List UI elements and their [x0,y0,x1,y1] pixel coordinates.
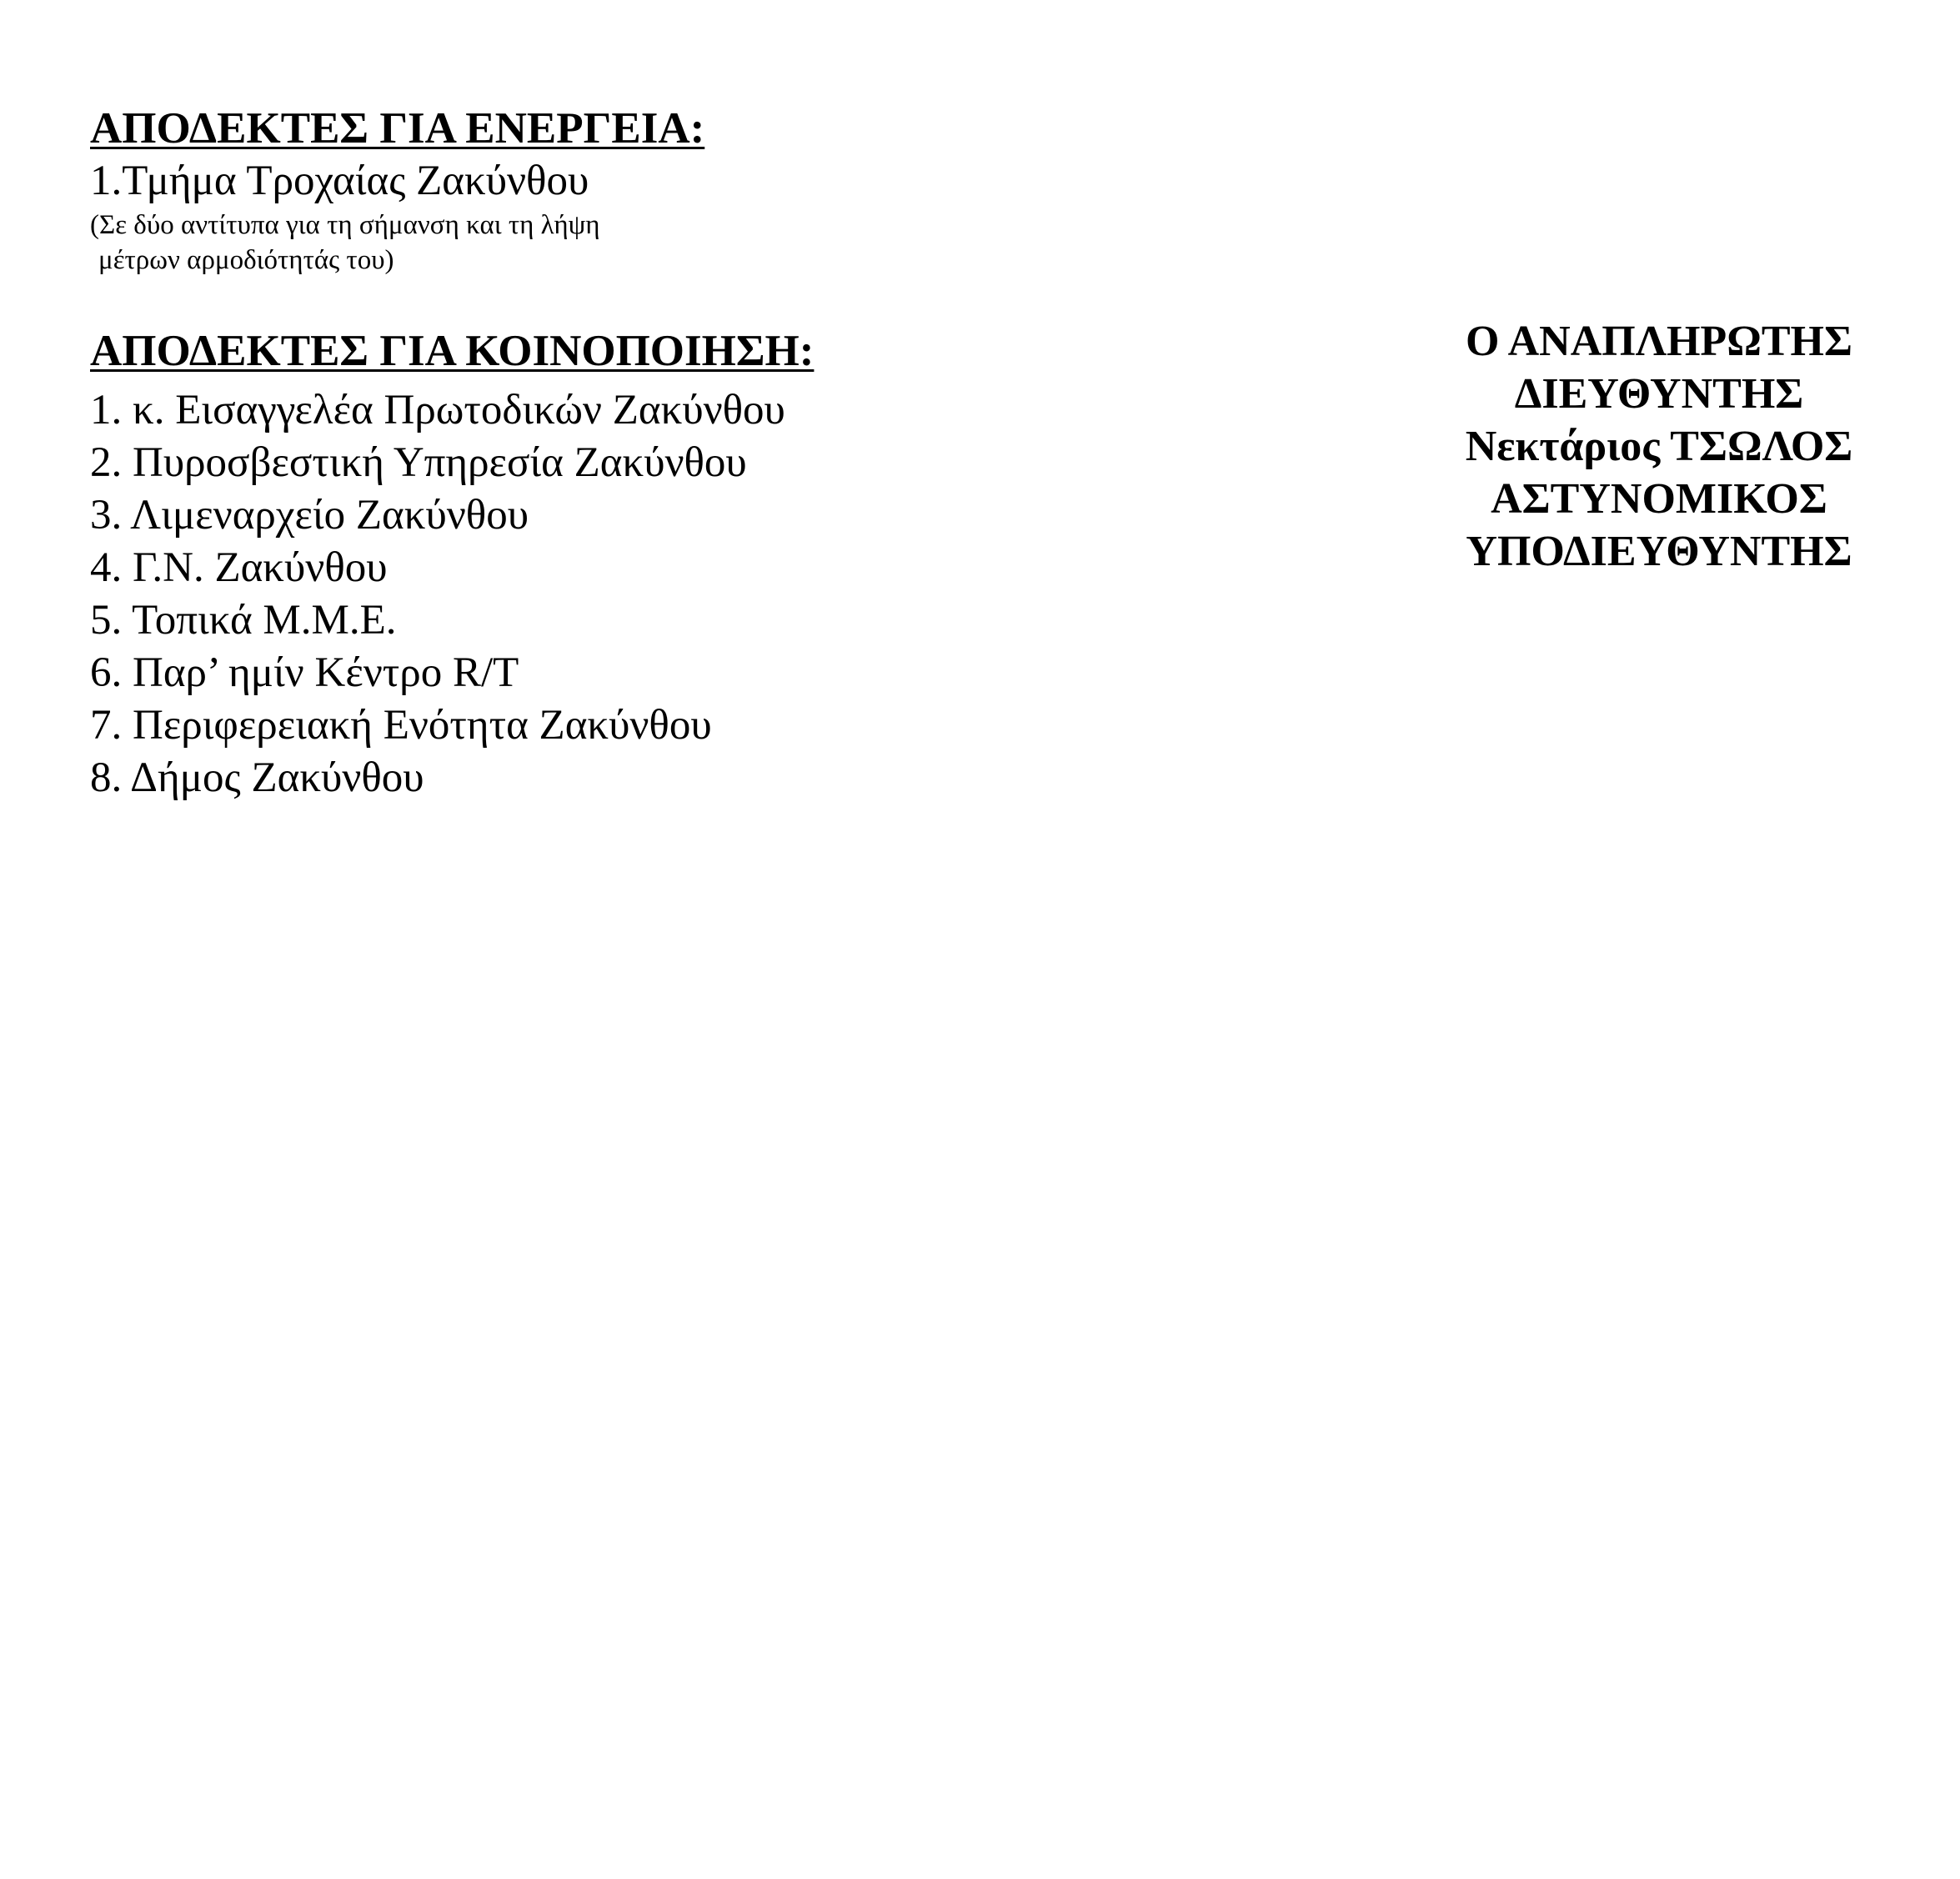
recipients-column [90,102,1174,804]
action-recipient-note-line1: (Σε δύο αντίτυπα για τη σήμανση και τη λήψη [90,210,600,240]
signature-block [1409,315,1909,578]
cc-recipient-item-5: 5. Τοπικά Μ.Μ.Ε. [90,597,397,644]
cc-recipient-item-1: 1. κ. Εισαγγελέα Πρωτοδικών Ζακύνθου [90,387,785,433]
action-recipient-note-line2: μέτρων αρμοδιότητάς του) [98,245,394,275]
cc-recipients-heading: ΑΠΟΔΕΚΤΕΣ ΓΙΑ ΚΟΙΝΟΠΟΙΗΣΗ: [90,327,815,375]
signature-title-line2: ΔΙΕΥΘΥΝΤΗΣ [1514,370,1804,418]
signature-name: Νεκτάριος ΤΣΩΛΟΣ [1465,423,1853,470]
signature-title-line1: Ο ΑΝΑΠΛΗΡΩΤΗΣ [1466,318,1852,365]
cc-recipient-item-3: 3. Λιμεναρχείο Ζακύνθου [90,492,529,539]
action-recipient-item: 1.Τμήμα Τροχαίας Ζακύνθου [90,158,589,204]
cc-recipient-item-6: 6. Παρ’ ημίν Κέντρο R/T [90,649,519,696]
cc-recipient-item-2: 2. Πυροσβεστική Υπηρεσία Ζακύνθου [90,439,747,486]
action-recipients-heading: ΑΠΟΔΕΚΤΕΣ ΓΙΑ ΕΝΕΡΓΕΙΑ: [90,104,705,153]
cc-recipient-item-4: 4. Γ.Ν. Ζακύνθου [90,544,388,591]
cc-recipient-item-8: 8. Δήμος Ζακύνθου [90,754,424,801]
cc-recipient-item-7: 7. Περιφερειακή Ενότητα Ζακύνθου [90,702,712,749]
signature-rank-line1: ΑΣΤΥΝΟΜΙΚΟΣ [1491,475,1827,523]
signature-rank-line2: ΥΠΟΔΙΕΥΘΥΝΤΗΣ [1466,528,1852,575]
cc-recipients-section [90,324,1174,804]
action-recipients-section [90,102,1174,278]
